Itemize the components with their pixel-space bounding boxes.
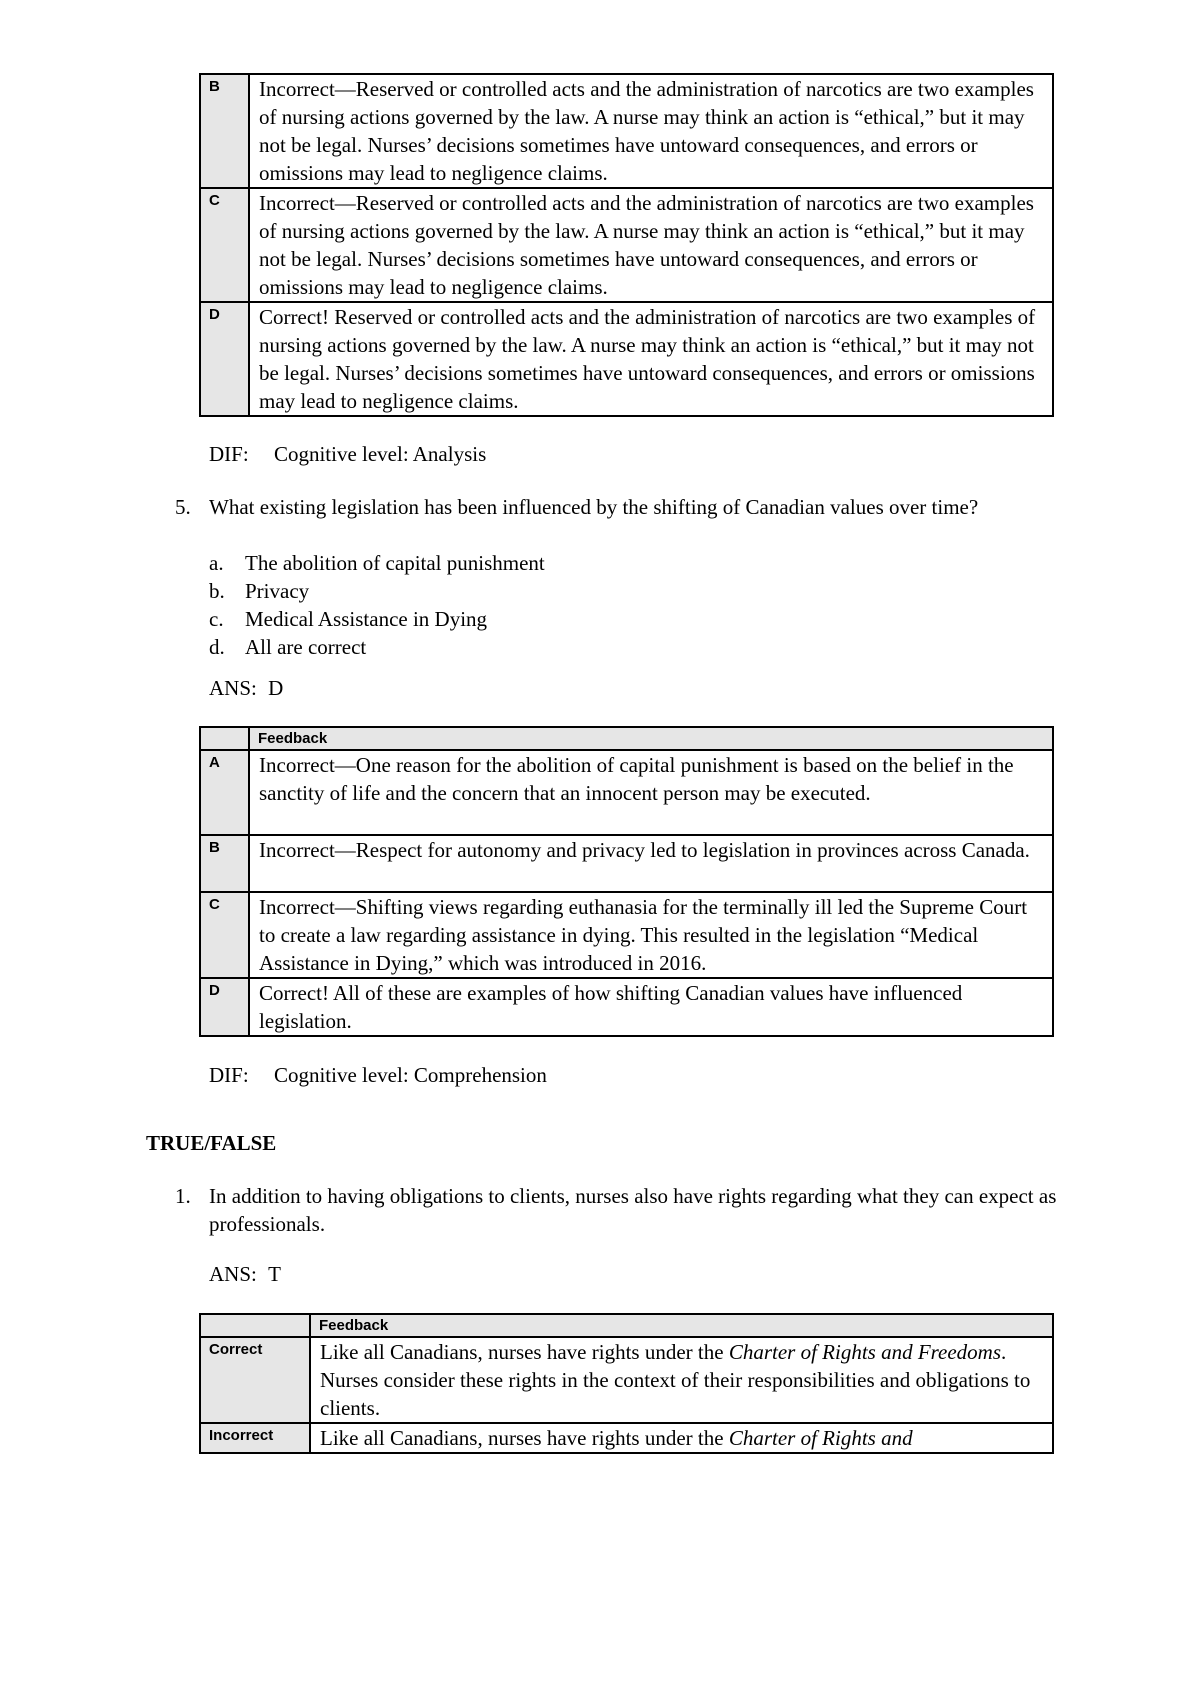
option-c xyxy=(209,605,545,633)
option-letter: d. xyxy=(209,635,225,659)
table-row xyxy=(200,835,1053,892)
q5-answer xyxy=(209,674,283,702)
feedback-text: Like all Canadians, nurses have rights under the xyxy=(320,1426,729,1450)
feedback-header: Feedback xyxy=(249,727,1053,750)
row-key: C xyxy=(200,188,249,302)
row-key: C xyxy=(200,892,249,978)
table-header xyxy=(200,727,1053,750)
table-row xyxy=(200,1337,1053,1423)
row-feedback: Incorrect—Reserved or controlled acts and the administration of narcotics are two examples of nursing actions governed by the law. A nurse may think an action is “ethical,” but it may not be legal. Nurses’ decisions sometimes have untoward consequences, and errors or omissions may lead to negligence claims. xyxy=(249,188,1053,302)
option-text: Medical Assistance in Dying xyxy=(245,607,488,631)
table-row xyxy=(200,188,1053,302)
tf-q1-number: 1. xyxy=(175,1184,191,1208)
table-row xyxy=(200,978,1053,1036)
q5-number: 5. xyxy=(175,495,191,519)
option-letter: b. xyxy=(209,579,225,603)
row-key: Incorrect xyxy=(200,1423,310,1453)
table-row xyxy=(200,74,1053,188)
q5-difficulty xyxy=(209,1061,547,1089)
feedback-text: Like all Canadians, nurses have rights under the xyxy=(320,1340,729,1364)
row-key: B xyxy=(200,74,249,188)
charter-title: Charter of Rights and Freedoms xyxy=(728,1340,1002,1364)
row-key: B xyxy=(200,835,249,892)
header-blank xyxy=(200,1314,310,1337)
row-key: D xyxy=(200,978,249,1036)
table-header xyxy=(200,1314,1053,1337)
tf-q1-question: In addition to having obligations to clients, nurses also have rights regarding what they can expect as professionals. xyxy=(209,1184,1057,1236)
row-feedback: Incorrect—One reason for the abolition of capital punishment is based on the belief in the sanctity of life and the concern that an innocent person may be executed. xyxy=(249,750,1053,835)
q5-options xyxy=(209,549,545,661)
q4-feedback-table xyxy=(199,73,1054,417)
q5-feedback-table xyxy=(199,726,1054,1037)
row-key: A xyxy=(200,750,249,835)
ans-label: ANS: xyxy=(209,1262,257,1286)
tf-q1-answer xyxy=(209,1260,281,1288)
charter-title: Charter of Rights and xyxy=(728,1426,913,1450)
row-feedback: Incorrect—Shifting views regarding euthanasia for the terminally ill led the Supreme Court to create a law regarding assistance in dying. This resulted in the legislation “Medical Assistance in Dying,” which was introduced in 2016. xyxy=(249,892,1053,978)
ans-value: T xyxy=(268,1262,281,1286)
option-text: The abolition of capital punishment xyxy=(245,551,545,575)
dif-value: Cognitive level: Analysis xyxy=(273,442,487,466)
table-row xyxy=(200,302,1053,416)
row-feedback: Correct! Reserved or controlled acts and the administration of narcotics are two examples of nursing actions governed by the law. A nurse may think an action is “ethical,” but it may not be legal. Nurses’ decisions sometimes have untoward consequences, and errors or omissions may lead to negligence claims. xyxy=(249,302,1053,416)
tf-q1-feedback-table xyxy=(199,1313,1054,1454)
feedback-header: Feedback xyxy=(310,1314,1053,1337)
feedback-text: . Nurses consider these rights in the context of their responsibilities and obligations to clients. xyxy=(320,1340,1031,1420)
option-letter: a. xyxy=(209,551,224,575)
table-row xyxy=(200,892,1053,978)
row-key: D xyxy=(200,302,249,416)
row-feedback: Incorrect—Respect for autonomy and privacy led to legislation in provinces across Canada. xyxy=(249,835,1053,892)
ans-value: D xyxy=(268,676,284,700)
option-text: All are correct xyxy=(245,635,367,659)
dif-label: DIF: xyxy=(209,1063,249,1087)
header-blank xyxy=(200,727,249,750)
row-feedback xyxy=(310,1337,1053,1423)
q5-question: What existing legislation has been influenced by the shifting of Canadian values over time? xyxy=(209,495,979,519)
option-text: Privacy xyxy=(245,579,310,603)
q4-difficulty xyxy=(209,440,486,468)
dif-value: Cognitive level: Comprehension xyxy=(273,1063,547,1087)
ans-label: ANS: xyxy=(209,676,257,700)
option-d xyxy=(209,633,545,661)
option-b xyxy=(209,577,545,605)
row-key: Correct xyxy=(200,1337,310,1423)
row-feedback xyxy=(310,1423,1053,1453)
table-row xyxy=(200,1423,1053,1453)
option-a xyxy=(209,549,545,577)
option-letter: c. xyxy=(209,607,224,631)
row-feedback: Correct! All of these are examples of how shifting Canadian values have influenced legislation. xyxy=(249,978,1053,1036)
row-feedback: Incorrect—Reserved or controlled acts and the administration of narcotics are two examples of nursing actions governed by the law. A nurse may think an action is “ethical,” but it may not be legal. Nurses’ decisions sometimes have untoward consequences, and errors or omissions may lead to negligence claims. xyxy=(249,74,1053,188)
dif-label: DIF: xyxy=(209,442,249,466)
table-row xyxy=(200,750,1053,835)
section-heading: TRUE/FALSE xyxy=(146,1131,277,1155)
